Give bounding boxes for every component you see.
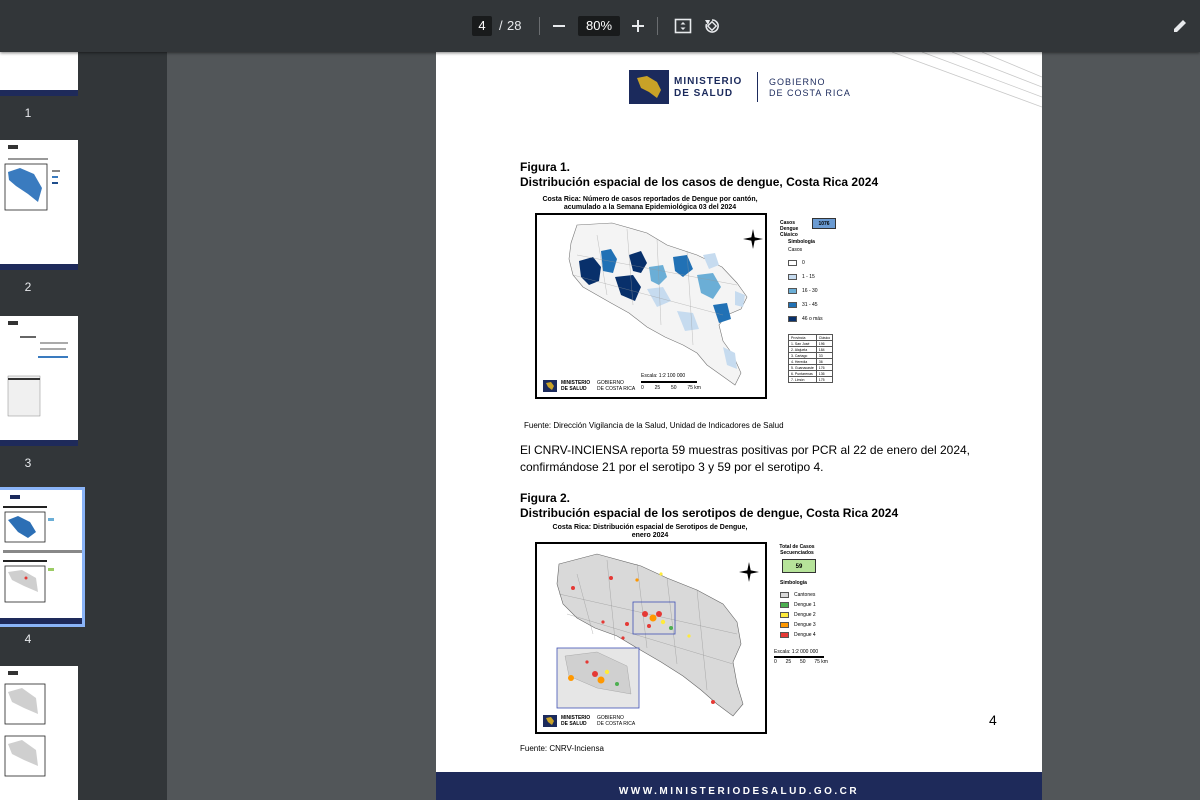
- table-cell: 136: [816, 371, 832, 377]
- figure-2-heading: Figura 2. Distribución espacial de los serotipos de dengue, Costa Rica 2024: [520, 491, 899, 520]
- thumbnail-page-2[interactable]: [0, 140, 78, 270]
- figure-1-minilogo-text: MINISTERIO DE SALUD: [561, 380, 591, 392]
- figure-1-scale-bar: [641, 381, 697, 383]
- table-cell: 5. Guanacaste: [789, 365, 817, 371]
- figure-2-scale-ticks: 0 25 50 75 km: [774, 659, 828, 665]
- figure-2-map: [535, 542, 767, 734]
- costa-rica-map-icon: [629, 70, 669, 104]
- figure-1-scale-ticks: 0 25 50 75 km: [641, 385, 701, 391]
- figure-1-minilogo: [543, 379, 557, 397]
- dengue-serotypes-map: [537, 544, 765, 732]
- ministry-name: MINISTERIO DE SALUD: [674, 76, 743, 99]
- toolbar-divider: [657, 17, 658, 35]
- figure-1-minilogo-gov: GOBIERNO DE COSTA RICA: [597, 380, 636, 392]
- zoom-in-button[interactable]: [626, 14, 650, 38]
- total-pages: 28: [507, 18, 522, 33]
- figure-2-scale-label: Escala: 1:2 000 000: [774, 649, 819, 655]
- body-paragraph: El CNRV-INCIENSA reporta 59 muestras positivas por PCR al 22 de enero del 2024, confirmándose 21 por el serotipo 3 y 59 por el serotipo 4.: [520, 443, 970, 474]
- ministry-logo-icon: [543, 715, 557, 727]
- figure-2-legend-title: Simbología: [780, 580, 807, 586]
- figure-2-total-value: 59: [782, 559, 816, 573]
- figure-1-total-label: Casos Dengue Clásico: [780, 220, 799, 238]
- page-number: 4: [989, 712, 997, 728]
- annotate-button[interactable]: [1168, 14, 1192, 38]
- thumbnail-footer: [0, 90, 78, 96]
- figure-1-legend-label: 1 - 15: [802, 274, 815, 280]
- thumbnail-page-5[interactable]: [0, 666, 78, 800]
- document-page: [436, 52, 1042, 800]
- figure-1-map-title: Costa Rica: Número de casos reportados de Dengue por cantón, acumulado a la Semana Epidemiológica 03 del 2024: [542, 196, 758, 211]
- zoom-out-button[interactable]: [547, 14, 571, 38]
- ministry-logo-icon: [543, 380, 557, 392]
- figure-1-legend-swatch: [788, 316, 797, 322]
- figure-2-legend-swatch: [780, 632, 789, 638]
- table-cell: 184: [816, 347, 832, 353]
- table-cell: 1. San José: [789, 341, 817, 347]
- table-cell: 36: [816, 359, 832, 365]
- minus-icon: [552, 19, 566, 33]
- figure-1-legend-subtitle: Casos: [788, 247, 803, 253]
- figure-1-total-value: 1076: [812, 218, 836, 229]
- page-decoration: [872, 52, 1042, 112]
- table-header: Clásico: [816, 335, 832, 341]
- figure-2-legend-label: Dengue 1: [794, 602, 816, 608]
- government-name: GOBIERNO DE COSTA RICA: [769, 77, 851, 98]
- figure-1-heading: Figura 1. Distribución espacial de los casos de dengue, Costa Rica 2024: [520, 160, 879, 189]
- figure-1-legend-swatch: [788, 260, 797, 266]
- table-cell: 33: [816, 353, 832, 359]
- logo-divider: [757, 72, 758, 102]
- figure-2-legend-label: Dengue 4: [794, 632, 816, 638]
- figure-1-legend-swatch: [788, 288, 797, 294]
- thumbnail-footer: [0, 440, 78, 446]
- figure-2-legend-swatch: [780, 622, 789, 628]
- figure-1-province-table: [788, 334, 833, 383]
- table-cell: 3. Cartago: [789, 353, 817, 359]
- figure-2-minilogo-gov: GOBIERNO DE COSTA RICA: [597, 715, 636, 727]
- table-cell: 7. Limón: [789, 377, 817, 383]
- toolbar-divider: [539, 17, 540, 35]
- thumbnail-preview: [0, 490, 82, 618]
- dengue-cases-map: [537, 215, 765, 397]
- thumbnail-preview: [0, 316, 78, 440]
- table-cell: 2. Alajuela: [789, 347, 817, 353]
- figure-1-legend-swatch: [788, 274, 797, 280]
- thumbnail-footer: [0, 264, 78, 270]
- table-cell: 175: [816, 377, 832, 383]
- figure-1-legend-label: 16 - 30: [802, 288, 818, 294]
- figure-2-legend-swatch: [780, 602, 789, 608]
- viewer-toolbar: [0, 0, 1200, 52]
- figure-1-source: Fuente: Dirección Vigilancia de la Salud, Unidad de Indicadores de Salud: [524, 421, 784, 430]
- figure-1-legend-label: 0: [802, 260, 805, 266]
- thumbnail-footer: [0, 618, 82, 624]
- figure-1-legend-title: Simbología: [788, 239, 815, 245]
- figure-2-scale-bar: [774, 656, 824, 658]
- figure-2-legend-label: Dengue 3: [794, 622, 816, 628]
- plus-icon: [631, 19, 645, 33]
- figure-2-legend-label: Cantones: [794, 592, 816, 598]
- figure-2-legend-swatch: [780, 612, 789, 618]
- figure-1-scale-label: Escala: 1:2 100 000: [641, 373, 686, 379]
- figure-2-minilogo-text: MINISTERIO DE SALUD: [561, 715, 591, 727]
- table-cell: 196: [816, 341, 832, 347]
- zoom-input[interactable]: 80%: [578, 16, 620, 36]
- thumbnail-preview: [0, 666, 78, 800]
- thumbnail-page-4[interactable]: [0, 490, 82, 624]
- ministry-logo: [629, 70, 669, 104]
- north-arrow-icon: [739, 562, 759, 582]
- thumbnail-page-3[interactable]: [0, 316, 78, 446]
- thumbnail-preview: [0, 140, 78, 264]
- thumbnail-label: 4: [24, 632, 32, 646]
- thumbnail-sidebar: [0, 52, 167, 800]
- figure-2-minilogo: [543, 714, 557, 732]
- figure-1-map: [535, 213, 767, 399]
- table-cell: 4. Heredia: [789, 359, 817, 365]
- rotate-icon: [703, 17, 721, 35]
- figure-2-legend-swatch: [780, 592, 789, 598]
- thumbnail-page-1[interactable]: [0, 52, 78, 96]
- table-cell: 176: [816, 365, 832, 371]
- table-header: Provincia: [789, 335, 817, 341]
- figure-2-map-title: Costa Rica: Distribución espacial de Serotipos de Dengue, enero 2024: [552, 524, 748, 539]
- figure-1-legend-label: 31 - 45: [802, 302, 818, 308]
- thumbnail-label: 3: [24, 456, 32, 470]
- figure-2-total-label: Total de Casos Secuenciados: [779, 544, 815, 556]
- page-separator: /: [499, 18, 503, 33]
- figure-1-legend-label: 46 o más: [802, 316, 823, 322]
- page-number-input[interactable]: 4: [472, 16, 492, 36]
- table-row: [789, 377, 833, 383]
- figure-2-legend-label: Dengue 2: [794, 612, 816, 618]
- table-cell: 6. Puntarenas: [789, 371, 817, 377]
- thumbnail-label: 1: [24, 106, 32, 120]
- thumbnail-label: 2: [24, 280, 32, 294]
- page-footer: WWW.MINISTERIODESALUD.GO.CR: [436, 772, 1042, 800]
- pencil-icon: [1171, 17, 1189, 35]
- fit-to-page-button[interactable]: [671, 14, 695, 38]
- fit-to-page-icon: [674, 17, 692, 35]
- north-arrow-icon: [743, 229, 763, 249]
- figure-1-legend-swatch: [788, 302, 797, 308]
- figure-2-source: Fuente: CNRV-Inciensa: [520, 744, 604, 753]
- rotate-button[interactable]: [700, 14, 724, 38]
